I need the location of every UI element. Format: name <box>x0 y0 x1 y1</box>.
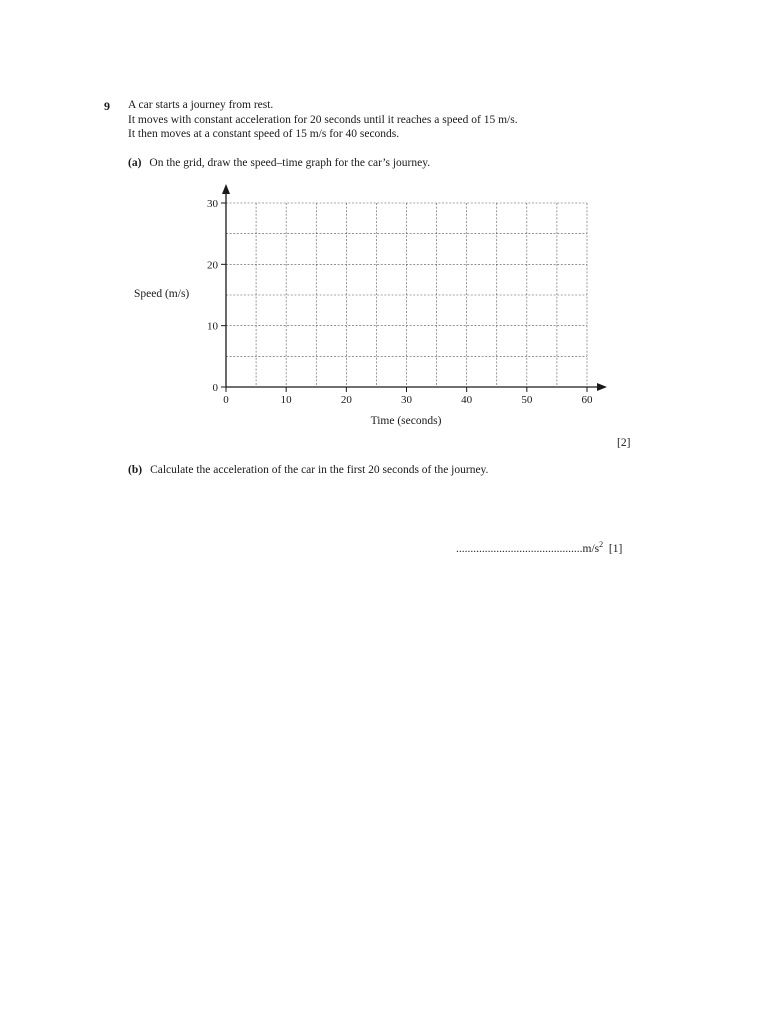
y-axis-label: Speed (m/s) <box>134 288 190 300</box>
axis-ticks <box>207 198 593 406</box>
part-a-marks: [2] <box>617 437 631 449</box>
part-a-label: (a) <box>128 157 142 169</box>
x-tick-label: 30 <box>401 394 412 406</box>
part-b-marks: [1] <box>608 542 623 555</box>
part-a-text: On the grid, draw the speed–time graph for the car’s journey. <box>149 157 431 169</box>
answer-unit: m/s <box>582 542 600 555</box>
x-axis-arrow <box>597 383 607 391</box>
question-line-1: A car starts a journey from rest. <box>128 99 274 111</box>
x-axis-label: Time (seconds) <box>370 415 442 427</box>
answer-dots[interactable]: ............................................ <box>456 542 583 555</box>
y-tick-label: 20 <box>207 259 218 272</box>
y-tick-label: 0 <box>212 382 218 394</box>
x-tick-label: 60 <box>581 394 593 406</box>
y-axis-arrow <box>222 184 230 194</box>
x-tick-label: 40 <box>461 394 473 406</box>
y-tick-label: 10 <box>207 320 218 333</box>
question-line-3: It then moves at a constant speed of 15 m/s for 40 seconds. <box>128 128 400 140</box>
grid-lines <box>226 203 587 387</box>
y-tick-label: 30 <box>207 198 218 210</box>
x-tick-label: 50 <box>521 394 533 406</box>
part-b-prompt <box>128 464 488 476</box>
speed-time-grid[interactable] <box>0 0 768 440</box>
part-b-answer-line[interactable] <box>456 540 622 555</box>
part-b-label: (b) <box>128 464 143 476</box>
axes <box>222 184 607 391</box>
part-b-text: Calculate the acceleration of the car in the first 20 seconds of the journey. <box>150 464 489 476</box>
x-tick-label: 0 <box>223 394 229 406</box>
question-line-2: It moves with constant acceleration for 20 seconds until it reaches a speed of 15 m/s. <box>128 114 518 126</box>
x-tick-label: 20 <box>340 394 352 406</box>
answer-unit-power: 2 <box>599 540 604 549</box>
x-tick-label: 10 <box>280 394 292 406</box>
question-number: 9 <box>104 99 110 113</box>
